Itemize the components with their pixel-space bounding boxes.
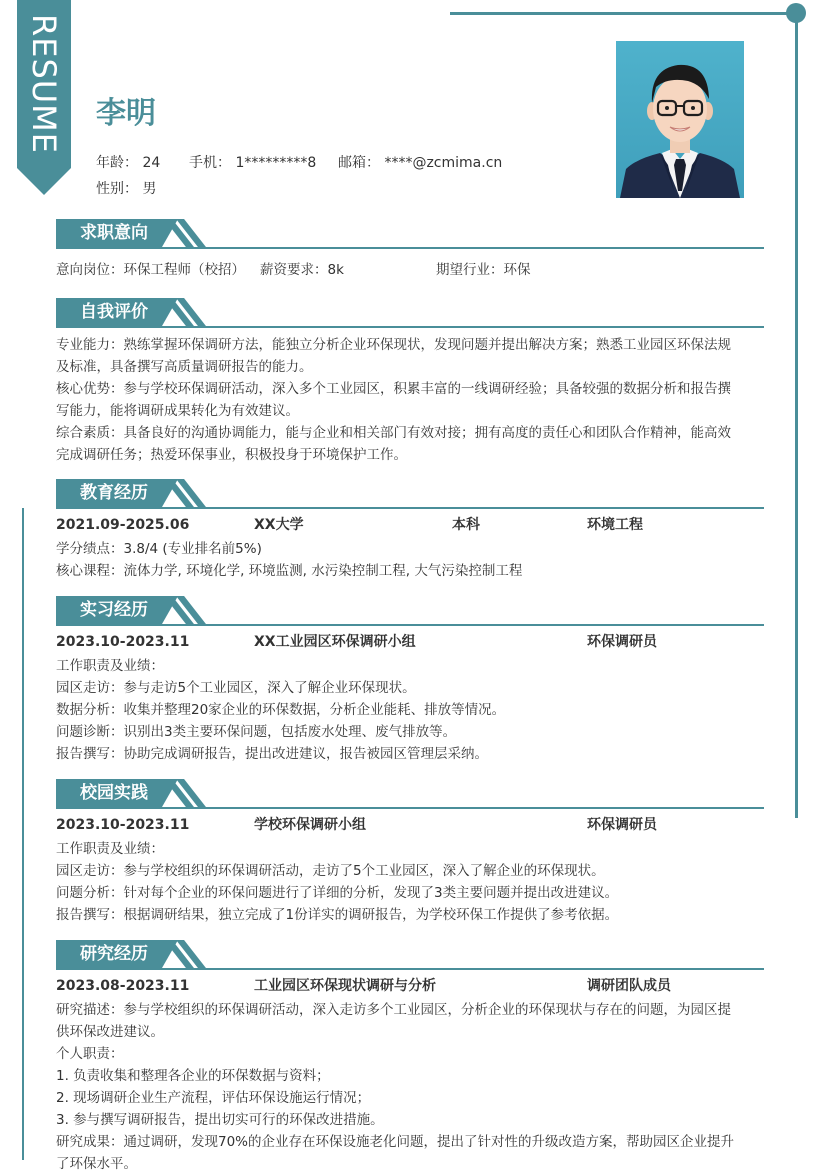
internship-row bbox=[56, 631, 766, 653]
internship-line: 园区走访：参与走访5个工业园区，深入了解企业环保现状。 bbox=[56, 680, 416, 696]
section-rule bbox=[56, 247, 764, 249]
self-eval-line: 及标准，具备撰写高质量调研报告的能力。 bbox=[56, 359, 313, 375]
research-line: 2. 现场调研企业生产流程，评估环保设施运行情况； bbox=[56, 1090, 371, 1106]
research-row bbox=[56, 975, 766, 997]
section-title: 校园实践 bbox=[56, 779, 162, 807]
section-title: 求职意向 bbox=[56, 219, 162, 247]
section-rule bbox=[56, 624, 764, 626]
section-title: 教育经历 bbox=[56, 479, 162, 507]
intent-industry: 期望行业：环保 bbox=[436, 262, 531, 278]
education-line: 核心课程：流体力学, 环境化学, 环境监测, 水污染控制工程, 大气污染控制工程 bbox=[56, 563, 523, 579]
section-header-research bbox=[56, 940, 764, 970]
research-line: 1. 负责收集和整理各企业的环保数据与资料； bbox=[56, 1068, 330, 1084]
section-rule bbox=[56, 968, 764, 970]
campus-line: 报告撰写：根据调研结果，独立完成了1份详实的调研报告，为学校环保工作提供了参考依据。 bbox=[56, 907, 619, 923]
internship-line: 问题诊断：识别出3类主要环保问题，包括废水处理、废气排放等。 bbox=[56, 724, 457, 740]
section-title: 自我评价 bbox=[56, 298, 162, 326]
resume-ribbon-tip bbox=[17, 168, 71, 195]
research-org: 工业园区环保现状调研与分析 bbox=[254, 978, 436, 994]
gender-field: 性别： 男 bbox=[96, 181, 157, 197]
top-divider bbox=[450, 12, 798, 15]
self-eval-line: 专业能力：熟练掌握环保调研方法，能独立分析企业环保现状，发现问题并提出解决方案；熟悉工业园区环保法规 bbox=[56, 337, 731, 353]
resume-ribbon-text bbox=[17, 0, 71, 168]
campus-period: 2023.10-2023.11 bbox=[56, 817, 190, 833]
intent-position: 意向岗位：环保工程师（校招） bbox=[56, 262, 245, 278]
section-header-self-eval bbox=[56, 298, 764, 328]
internship-line: 报告撰写：协助完成调研报告，提出改进建议，报告被园区管理层采纳。 bbox=[56, 746, 488, 762]
left-divider bbox=[22, 508, 24, 1160]
education-major: 环境工程 bbox=[587, 517, 643, 533]
self-eval-line: 核心优势：参与学校环保调研活动，深入多个工业园区，积累丰富的一线调研经验；具备较强的数据分析和报告撰 bbox=[56, 381, 731, 397]
profile-photo bbox=[616, 41, 744, 198]
campus-line: 工作职责及业绩： bbox=[56, 841, 164, 857]
research-line: 研究成果：通过调研，发现70%的企业存在环保设施老化问题，提出了针对性的升级改造方案，帮助园区企业提升 bbox=[56, 1134, 735, 1150]
research-line: 供环保改进建议。 bbox=[56, 1024, 164, 1040]
ribbon-label: RESUME bbox=[25, 13, 64, 155]
research-line: 研究描述：参与学校组织的环保调研活动，深入走访多个工业园区，分析企业的环保现状与存在的问题，为园区提 bbox=[56, 1002, 731, 1018]
education-period: 2021.09-2025.06 bbox=[56, 517, 190, 533]
research-line: 3. 参与撰写调研报告，提出切实可行的环保改进措施。 bbox=[56, 1112, 384, 1128]
campus-org: 学校环保调研小组 bbox=[254, 817, 366, 833]
self-eval-line: 完成调研任务；热爱环保事业，积极投身于环境保护工作。 bbox=[56, 447, 407, 463]
section-rule bbox=[56, 326, 764, 328]
section-title: 研究经历 bbox=[56, 940, 162, 968]
internship-line: 数据分析：收集并整理20家企业的环保数据，分析企业能耗、排放等情况。 bbox=[56, 702, 506, 718]
campus-line: 问题分析：针对每个企业的环保问题进行了详细的分析，发现了3类主要问题并提出改进建议。 bbox=[56, 885, 619, 901]
campus-line: 园区走访：参与学校组织的环保调研活动，走访了5个工业园区，深入了解企业的环保现状。 bbox=[56, 863, 605, 879]
internship-org: XX工业园区环保调研小组 bbox=[254, 634, 416, 650]
internship-line: 工作职责及业绩： bbox=[56, 658, 164, 674]
research-period: 2023.08-2023.11 bbox=[56, 978, 190, 994]
education-school: XX大学 bbox=[254, 517, 304, 533]
education-row bbox=[56, 514, 766, 536]
research-line: 了环保水平。 bbox=[56, 1156, 137, 1172]
section-title: 实习经历 bbox=[56, 596, 162, 624]
age-field: 年龄： 24 bbox=[96, 155, 161, 171]
section-rule bbox=[56, 807, 764, 809]
avatar-illustration bbox=[616, 41, 744, 198]
internship-role: 环保调研员 bbox=[587, 634, 657, 650]
education-degree: 本科 bbox=[452, 517, 480, 533]
email-field: 邮箱： ****@zcmima.cn bbox=[338, 155, 503, 171]
campus-row bbox=[56, 814, 766, 836]
section-header-campus bbox=[56, 779, 764, 809]
campus-role: 环保调研员 bbox=[587, 817, 657, 833]
right-divider bbox=[795, 13, 798, 818]
internship-period: 2023.10-2023.11 bbox=[56, 634, 190, 650]
research-line: 个人职责： bbox=[56, 1046, 124, 1062]
phone-field: 手机： 1*********8 bbox=[189, 155, 317, 171]
self-eval-line: 综合素质：具备良好的沟通协调能力，能与企业和相关部门有效对接；拥有高度的责任心和团队合作精神，能高效 bbox=[56, 425, 731, 441]
section-header-education bbox=[56, 479, 764, 509]
education-line: 学分绩点：3.8/4 (专业排名前5%) bbox=[56, 541, 262, 557]
self-eval-line: 写能力，能将调研成果转化为有效建议。 bbox=[56, 403, 299, 419]
research-role: 调研团队成员 bbox=[587, 978, 671, 994]
section-header-intent bbox=[56, 219, 764, 249]
candidate-name: 李明 bbox=[96, 96, 156, 131]
intent-salary: 薪资要求：8k bbox=[260, 262, 344, 278]
section-header-internship bbox=[56, 596, 764, 626]
section-rule bbox=[56, 507, 764, 509]
